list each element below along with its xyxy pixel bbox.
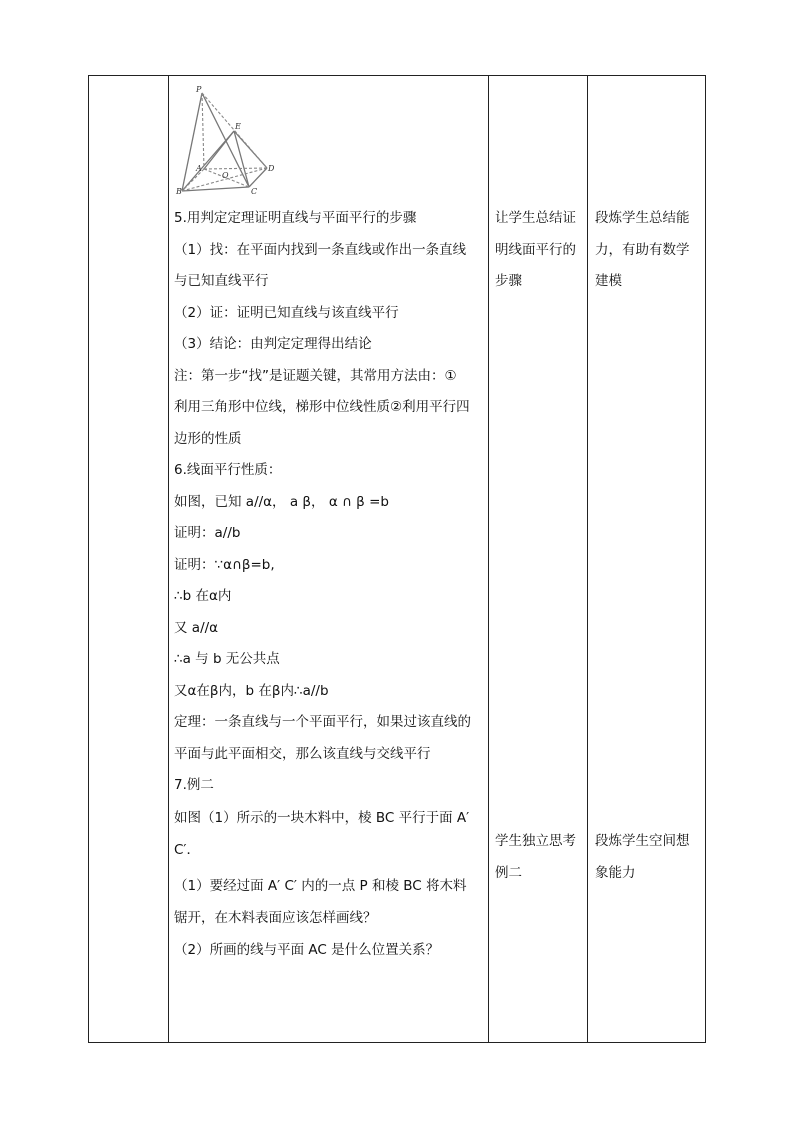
purpose-1 — [595, 203, 690, 298]
purpose-line: 力，有助有数学 — [595, 241, 690, 258]
student-line: 让学生总结证 — [495, 210, 576, 226]
content-line: 证明：a//b — [174, 525, 241, 541]
content-line: 注：第一步“找”是证题关键，其常用方法由：① — [174, 367, 457, 384]
label-d: D — [268, 164, 274, 173]
label-b: B — [176, 187, 182, 195]
student-activity-2 — [495, 826, 576, 889]
pyramid-figure — [174, 83, 274, 195]
student-line: 明线面平行的 — [495, 241, 576, 258]
content-line: 5.用判定定理证明直线与平面平行的步骤 — [174, 210, 417, 226]
content-line: 利用三角形中位线，梯形中位线性质②利用平行四 — [174, 399, 470, 415]
content-line: 又 a//α — [174, 619, 219, 636]
content-line: 7.例二 — [174, 777, 214, 793]
label-c: C — [251, 187, 258, 195]
example-line: （1）要经过面 A′ C′ 内的一点 P 和棱 BC 将木料 — [174, 878, 467, 894]
student-line: 例二 — [495, 864, 522, 881]
example-line: （2）所画的线与平面 AC 是什么位置关系？ — [174, 942, 440, 958]
column-divider — [168, 76, 169, 1042]
label-a: A — [196, 164, 202, 173]
student-line: 步骤 — [495, 273, 522, 289]
column-divider — [488, 76, 489, 1042]
example-content — [174, 802, 469, 966]
content-line: （1）找：在平面内找到一条直线或作出一条直线 — [174, 241, 467, 258]
purpose-line: 象能力 — [595, 864, 636, 881]
content-line: （3）结论：由判定定理得出结论 — [174, 336, 372, 352]
example-line: 如图（1）所示的一块木料中，棱 BC 平行于面 A′ — [174, 810, 470, 826]
content-line: 与已知直线平行 — [174, 273, 269, 289]
main-content — [174, 203, 471, 802]
content-line: （2）证：证明已知直线与该直线平行 — [174, 304, 399, 321]
column-divider — [587, 76, 588, 1042]
lesson-table — [88, 75, 706, 1043]
label-e: E — [235, 122, 241, 131]
content-line: 边形的性质 — [174, 430, 242, 447]
content-line: ∴a 与 b 无公共点 — [174, 651, 280, 667]
student-activity-1 — [495, 203, 576, 298]
content-line: ∴b 在α内 — [174, 588, 232, 604]
content-line: 又α在β内，b 在β内∴a//b — [174, 682, 329, 699]
content-line: 6.线面平行性质： — [174, 462, 282, 478]
content-line: 如图，已知 a//α， a β， α ∩ β =b — [174, 493, 389, 510]
student-line: 学生独立思考 — [495, 833, 576, 849]
example-line: 锯开，在木料表面应该怎样画线？ — [174, 910, 377, 926]
label-p: P — [196, 85, 202, 94]
example-line: C′． — [174, 842, 200, 858]
content-line: 证明：∵α∩β=b, — [174, 556, 275, 573]
content-line: 定理：一条直线与一个平面平行，如果过该直线的 — [174, 714, 471, 730]
purpose-line: 段炼学生总结能 — [595, 210, 690, 226]
purpose-2 — [595, 826, 690, 889]
purpose-line: 段炼学生空间想 — [595, 833, 690, 849]
label-o: O — [222, 171, 229, 180]
content-line: 平面与此平面相交，那么该直线与交线平行 — [174, 745, 431, 762]
purpose-line: 建模 — [595, 273, 622, 289]
